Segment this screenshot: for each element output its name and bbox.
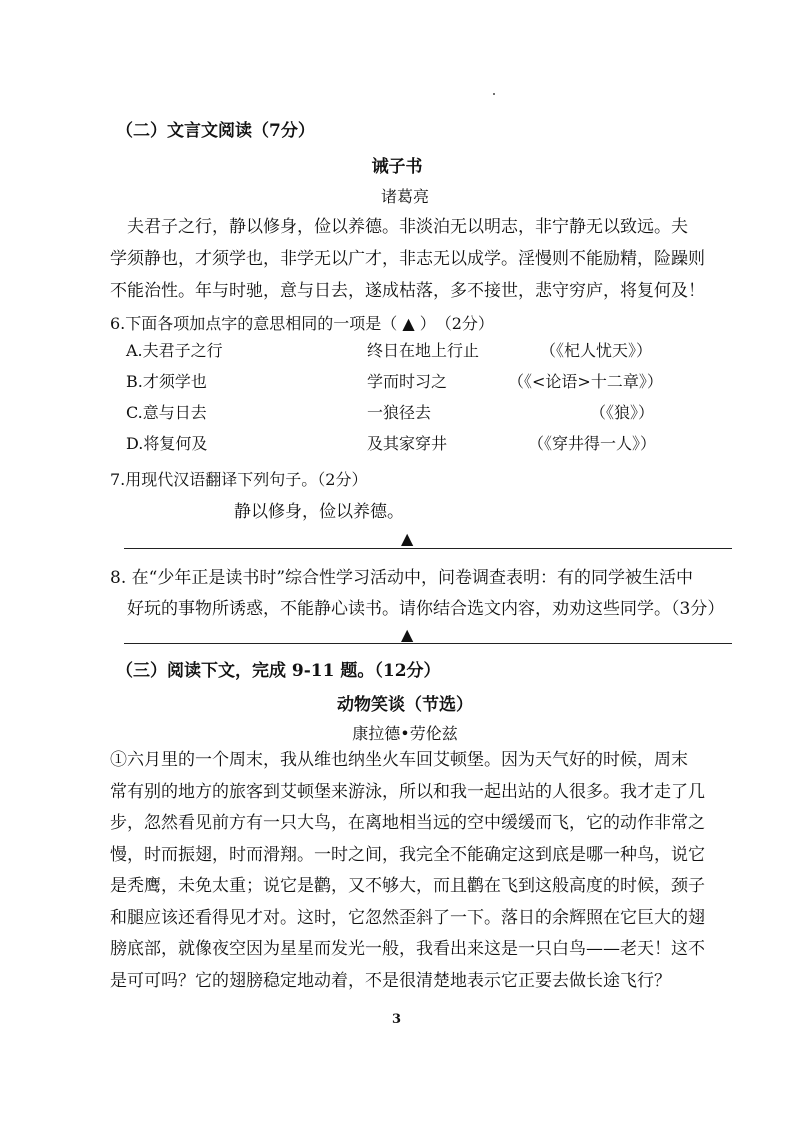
section-heading-classical: （二）文言文阅读（7分） [116, 121, 315, 141]
article-author: 康拉德•劳伦兹 [352, 724, 458, 743]
article-line: 常有别的地方的旅客到艾顿堡来游泳，所以和我一起出站的人很多。我才走了几 [110, 781, 705, 802]
article-line: 步，忽然看见前方有一只大鸟，在离地相当远的空中缓缓而飞，它的动作非常之 [110, 813, 705, 833]
q7-answer-mark: ▲ [401, 529, 414, 548]
q6-option-c-source: （《狼》） [590, 403, 655, 422]
passage-title: 诫子书 [371, 157, 423, 177]
article-line: 慢，时而振翅，时而滑翔。一时之间，我完全不能确定这到底是哪一种鸟，说它 [110, 844, 705, 865]
q7-sentence: 静以修身，俭以养德。 [234, 502, 404, 522]
q7-answer-line [124, 548, 732, 549]
passage-line: 学须静也，才须学也，非学无以广才，非志无以成学。淫慢则不能励精，险躁则 [110, 249, 705, 269]
passage-author: 诸葛亮 [380, 187, 429, 206]
section-heading-reading: （三）阅读下文，完成 9-11 题。（12分） [116, 661, 441, 681]
q6-option-a-compare: 终日在地上行止 [367, 341, 480, 360]
q6-option-a-source: （《杞人忧天》） [540, 341, 653, 360]
q6-option-c-compare: 一狼径去 [367, 403, 432, 422]
q6-option-d-compare: 及其家穿井 [367, 434, 448, 453]
q8-answer-mark: ▲ [401, 625, 414, 644]
article-line: 膀底部，就像夜空因为星星而发光一般，我看出来这是一只白鸟——老天！这不 [110, 939, 705, 959]
article-line: ①六月里的一个周末，我从维也纳坐火车回艾顿堡。因为天气好的时候，周末 [110, 750, 688, 770]
question-6-stem: 6.下面各项加点字的意思相同的一项是（ ▲ ） （2分） [110, 314, 494, 333]
classical-passage [110, 211, 730, 307]
q6-option-d: D.将复何及 [126, 434, 208, 453]
passage-line: 夫君子之行，静以修身，俭以养德。非淡泊无以明志，非宁静无以致远。夫 [110, 217, 688, 237]
q6-option-b: B.才须学也 [126, 372, 207, 391]
article-title: 动物笑谈（节选） [337, 695, 473, 715]
question-8-line1: 8. 在“少年正是读书时”综合性学习活动中，问卷调查表明：有的同学被生活中 [110, 568, 694, 588]
question-7-stem: 7.用现代汉语翻译下列句子。（2分） [110, 470, 368, 489]
q6-option-c: C.意与日去 [126, 403, 207, 422]
article-line: 是可可吗？它的翅膀稳定地动着，不是很清楚地表示它正要去做长途飞行？ [110, 970, 671, 991]
page-number: 3 [392, 1012, 402, 1027]
question-8-line2: 好玩的事物所诱惑，不能静心读书。请你结合选文内容，劝劝这些同学。（3分） [127, 599, 725, 619]
passage-line: 不能治性。年与时驰，意与日去，遂成枯落，多不接世，悲守穷庐，将复何及！ [110, 281, 705, 301]
article-line: 和腿应该还看得见才对。这时，它忽然歪斜了一下。落日的余辉照在它巨大的翅 [110, 907, 705, 928]
q6-option-a: A.夫君子之行 [126, 341, 223, 360]
article-passage [110, 745, 730, 997]
q6-option-b-source: （《<论语>十二章》） [508, 372, 663, 391]
article-line: 是秃鹰，未免太重；说它是鹳，又不够大，而且鹳在飞到这般高度的时候，颈子 [110, 876, 705, 896]
q6-option-d-source: （《穿井得一人》） [528, 434, 657, 453]
q8-answer-line [124, 643, 732, 644]
scan-speck [493, 93, 495, 95]
q6-option-b-compare: 学而时习之 [367, 372, 448, 391]
